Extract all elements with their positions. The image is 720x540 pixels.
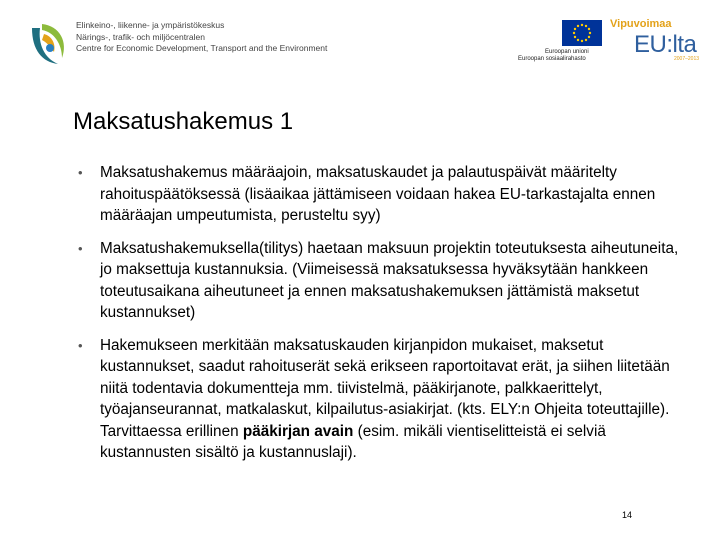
program-years: 2007–2013 bbox=[674, 56, 700, 62]
eulta-text: EU:lta bbox=[634, 31, 697, 58]
vipuvoimaa-logo bbox=[608, 18, 708, 62]
ely-name-sv: Närings-, trafik- och miljöcentralen bbox=[76, 31, 205, 42]
ely-logo-icon bbox=[28, 20, 70, 66]
bold-term: pääkirjan avain bbox=[242, 422, 354, 440]
eu-flag-icon bbox=[562, 20, 602, 46]
bullet-text-part: (esim. mikäli vientiselitteistä ei selviä kustannusten sisältö ja kustannuslaji). bbox=[100, 422, 606, 461]
bullet-marker: • bbox=[78, 165, 83, 180]
esf-caption: Euroopan sosiaalirahasto bbox=[518, 56, 586, 62]
bullet-text-part: Hakemukseen merkitään maksatuskauden kirjanpidon mukaiset, maksetut kustannukset, saadut rahoituserät sekä erikseen raportoitavat erät, ja siihen liitetään niitä todentavia dokumentteja mm. tiivistelmä, pääkirjanote, palkkaerittelyt, työajanseurannat, matkalaskut, kilpailutus-asiakirjat. (kts. ELY:n Ohjeita toteuttajille). Tarvittaessa erillinen bbox=[100, 336, 670, 440]
bullet-list bbox=[72, 162, 682, 464]
ely-organization-name bbox=[76, 20, 327, 55]
bullet-text bbox=[100, 337, 670, 462]
bullet-text: Maksatushakemuksella(tilitys) haetaan maksuun projektin toteutuksesta aiheutuneita, jo maksettuja kustannuksia. (Viimeisessä maksatuksessa hyväksytään hankkeen toteutusaikana aiheutuneet ja ennen maksatushakemuksen jättämistä maksetut kustannukset) bbox=[100, 239, 679, 321]
bullet-marker: • bbox=[78, 337, 83, 353]
bullet-marker: • bbox=[78, 240, 83, 256]
slide-header bbox=[0, 0, 720, 80]
vipuvoimaa-text: Vipuvoimaa bbox=[610, 18, 672, 30]
bullet-item bbox=[72, 162, 682, 227]
page-number: 14 bbox=[622, 510, 633, 520]
eu-caption: Euroopan unioni bbox=[545, 49, 589, 55]
bullet-item bbox=[72, 238, 682, 324]
bullet-item bbox=[72, 335, 682, 464]
bullet-text: Maksatushakemus määräajoin, maksatuskaudet ja palautuspäivät määritelty rahoituspäätöksessä (lisäaikaa jättämiseen voidaan hakea EU-tarkastajalta ennen määräajan umpeutumista, perusteltu syy) bbox=[100, 164, 656, 224]
slide-title: Maksatushakemus 1 bbox=[73, 108, 294, 135]
ely-name-fi: Elinkeino-, liikenne- ja ympäristökeskus bbox=[76, 20, 225, 30]
ely-name-en: Centre for Economic Development, Transport and the Environment bbox=[76, 43, 328, 53]
